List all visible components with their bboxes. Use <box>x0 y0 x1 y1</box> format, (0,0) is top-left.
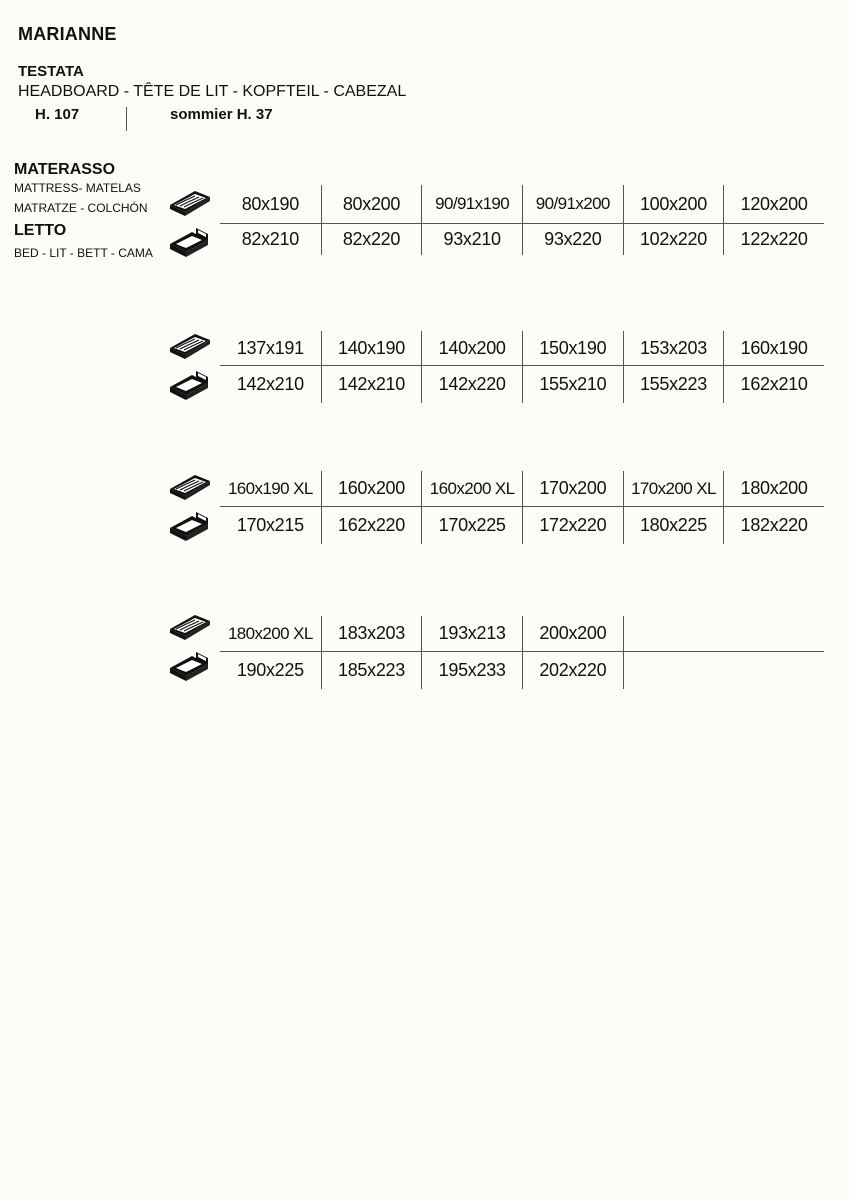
mattress-size-cell: 200x200 <box>522 616 623 651</box>
mattress-size-cell: 170x200 XL <box>623 471 724 506</box>
mattress-size-cell: 193x213 <box>421 616 522 651</box>
mattress-size-cell: 160x200 <box>321 471 422 506</box>
mattress-size-cell: 160x190 <box>723 331 824 365</box>
bed-heading: LETTO <box>14 222 67 239</box>
bed-size-cell: 82x210 <box>241 229 299 249</box>
mattress-size-cell: 137x191 <box>236 338 304 358</box>
mattress-size-cell: 160x190 XL <box>227 479 313 498</box>
mattress-size-cell: 90/91x200 <box>522 185 623 223</box>
mattress-size-cell: 183x203 <box>321 616 422 651</box>
mattress-size-cell: 80x190 <box>241 194 299 214</box>
bed-size-cell: 93x210 <box>421 223 522 255</box>
bed-size-cell: 185x223 <box>321 651 422 689</box>
mattress-size-cell: 140x190 <box>321 331 422 365</box>
bed-frame-icon <box>168 224 212 260</box>
headboard-translations: HEADBOARD - TÊTE DE LIT - KOPFTEIL - CABEZAL <box>18 83 407 100</box>
bed-frame-icon <box>168 648 212 684</box>
row-divider <box>220 365 824 366</box>
sommier-height: sommier H. 37 <box>170 106 273 123</box>
bed-size-cell <box>723 651 824 689</box>
size-table <box>220 185 824 255</box>
row-divider <box>220 223 824 224</box>
bed-size-cell: 142x210 <box>236 374 304 394</box>
mattress-size-cell: 150x190 <box>522 331 623 365</box>
mattress-icon <box>168 470 212 506</box>
product-title: MARIANNE <box>18 24 117 44</box>
divider <box>126 107 127 131</box>
size-table <box>220 471 824 544</box>
mattress-size-cell: 140x200 <box>421 331 522 365</box>
bed-size-row <box>220 223 824 255</box>
bed-size-cell: 93x220 <box>522 223 623 255</box>
mattress-size-cell: 180x200 XL <box>227 624 313 643</box>
bed-size-cell: 155x223 <box>623 365 724 403</box>
size-table <box>220 331 824 403</box>
bed-size-row <box>220 365 824 403</box>
bed-size-cell: 142x220 <box>421 365 522 403</box>
bed-size-cell: 190x225 <box>236 660 304 680</box>
bed-size-cell: 82x220 <box>321 223 422 255</box>
mattress-icon <box>168 610 212 646</box>
bed-translations: BED - LIT - BETT - CAMA <box>14 246 153 260</box>
mattress-size-cell: 180x200 <box>723 471 824 506</box>
mattress-size-cell: 170x200 <box>522 471 623 506</box>
mattress-translation-1: MATTRESS- MATELAS <box>14 181 141 195</box>
bed-size-cell: 182x220 <box>723 506 824 544</box>
mattress-size-cell: 80x200 <box>321 185 422 223</box>
mattress-size-cell: 100x200 <box>623 185 724 223</box>
bed-size-cell: 180x225 <box>623 506 724 544</box>
mattress-icon <box>168 186 212 222</box>
mattress-size-row <box>220 185 824 223</box>
bed-size-cell: 170x215 <box>236 515 304 535</box>
mattress-size-cell <box>723 616 824 651</box>
mattress-size-cell: 160x200 XL <box>421 471 522 506</box>
bed-size-cell <box>623 651 724 689</box>
mattress-size-cell: 153x203 <box>623 331 724 365</box>
size-table <box>220 616 824 689</box>
bed-size-cell: 170x225 <box>421 506 522 544</box>
mattress-size-row <box>220 471 824 506</box>
row-divider <box>220 506 824 507</box>
headboard-label: TESTATA <box>18 63 84 80</box>
mattress-size-row <box>220 331 824 365</box>
bed-size-cell: 162x210 <box>723 365 824 403</box>
mattress-size-row <box>220 616 824 651</box>
bed-size-row <box>220 506 824 544</box>
mattress-icon <box>168 329 212 365</box>
row-divider <box>220 651 824 652</box>
mattress-translation-2: MATRATZE - COLCHÓN <box>14 201 148 215</box>
bed-size-cell: 202x220 <box>522 651 623 689</box>
bed-size-cell: 102x220 <box>623 223 724 255</box>
bed-size-cell: 195x233 <box>421 651 522 689</box>
bed-frame-icon <box>168 367 212 403</box>
bed-size-row <box>220 651 824 689</box>
bed-size-cell: 172x220 <box>522 506 623 544</box>
bed-size-cell: 142x210 <box>321 365 422 403</box>
mattress-heading: MATERASSO <box>14 161 116 178</box>
bed-size-cell: 122x220 <box>723 223 824 255</box>
mattress-size-cell: 90/91x190 <box>421 185 522 223</box>
bed-size-cell: 155x210 <box>522 365 623 403</box>
bed-frame-icon <box>168 508 212 544</box>
mattress-size-cell: 120x200 <box>723 185 824 223</box>
mattress-size-cell <box>623 616 724 651</box>
headboard-height: H. 107 <box>35 106 80 123</box>
bed-size-cell: 162x220 <box>321 506 422 544</box>
